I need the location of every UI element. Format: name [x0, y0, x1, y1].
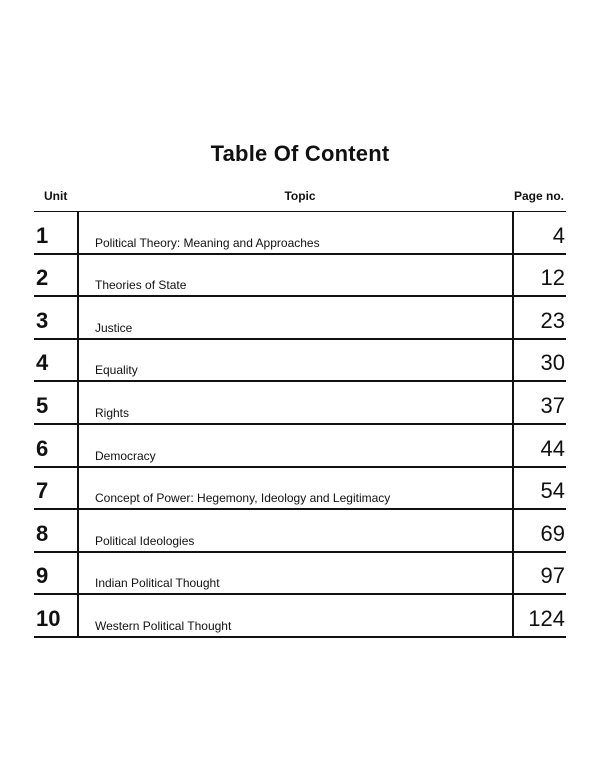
unit-number: 4	[36, 350, 49, 376]
page-number: 12	[540, 265, 565, 291]
page-number: 37	[540, 392, 565, 418]
topic-title: Democracy	[95, 448, 156, 463]
topic-title: Equality	[95, 363, 138, 378]
table-body	[34, 211, 566, 638]
unit-number: 2	[36, 265, 49, 291]
table-row	[34, 468, 566, 511]
table-row	[34, 510, 566, 553]
page-number: 4	[552, 222, 565, 248]
topic-title: Justice	[95, 320, 133, 335]
unit-number: 9	[36, 563, 49, 589]
unit-number: 1	[36, 222, 49, 248]
topic-title: Western Political Thought	[95, 618, 232, 633]
unit-number: 6	[36, 435, 49, 461]
unit-number: 5	[36, 392, 49, 418]
unit-number: 3	[36, 307, 49, 333]
topic-title: Political Theory: Meaning and Approaches	[95, 235, 320, 250]
table-row	[34, 255, 566, 298]
page-number: 54	[540, 478, 565, 504]
table-of-contents	[34, 184, 566, 638]
unit-number: 8	[36, 520, 49, 546]
page-title: Table Of Content	[210, 141, 390, 166]
table-row	[34, 553, 566, 596]
table-row	[34, 425, 566, 468]
header-page-no: Page no.	[513, 189, 564, 203]
topic-title: Concept of Power: Hegemony, Ideology and Legitimacy	[95, 491, 391, 506]
table-row	[34, 595, 566, 638]
topic-title: Indian Political Thought	[95, 576, 220, 591]
page-number: 124	[528, 605, 565, 631]
unit-number: 7	[36, 478, 49, 504]
topic-title: Theories of State	[95, 278, 187, 293]
table-row	[34, 382, 566, 425]
table-row	[34, 212, 566, 255]
page-number: 97	[540, 563, 565, 589]
table-row	[34, 297, 566, 340]
table-row	[34, 340, 566, 383]
unit-number: 10	[36, 605, 61, 631]
header-topic: Topic	[284, 189, 316, 203]
page-number: 23	[540, 307, 565, 333]
table-header	[34, 184, 566, 211]
page-number: 44	[540, 435, 565, 461]
page-number: 69	[540, 520, 565, 546]
page-number: 30	[540, 350, 565, 376]
topic-title: Rights	[95, 405, 130, 420]
header-unit: Unit	[44, 189, 68, 203]
topic-title: Political Ideologies	[95, 533, 195, 548]
